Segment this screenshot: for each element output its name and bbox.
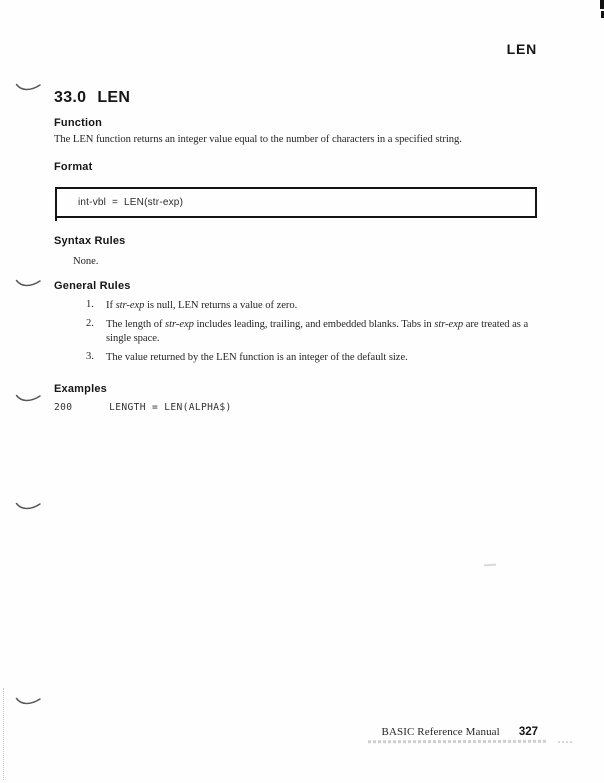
heading-syntax-rules: Syntax Rules [54, 235, 126, 247]
footer-page-number: 327 [518, 726, 538, 738]
pencil-margin-mark-icon [15, 81, 42, 94]
function-body: The LEN function returns an integer value equal to the number of characters in a specified string. [54, 134, 462, 145]
heading-general-rules: General Rules [54, 280, 131, 292]
scan-smudge-line [368, 740, 548, 743]
syntax-rules-body: None. [73, 256, 99, 267]
rule-text: The value returned by the LEN function is an integer of the default size. [106, 352, 408, 363]
rule-number: 3. [86, 351, 94, 362]
rule-text: If str-exp is null, LEN returns a value of zero. [106, 300, 298, 311]
page-footer [382, 726, 538, 738]
scan-smudge-dash [484, 564, 496, 567]
scan-edge-dots [3, 688, 4, 780]
example-code: 200 LENGTH = LEN(ALPHA$) [54, 402, 232, 413]
heading-format: Format [54, 161, 93, 173]
heading-function: Function [54, 117, 103, 129]
scan-corner-mark [600, 0, 604, 9]
pencil-margin-mark-icon [15, 500, 42, 513]
rule-number: 2. [86, 318, 94, 329]
pencil-margin-mark-icon [15, 392, 42, 405]
scan-smudge-line [558, 741, 573, 743]
rule-number: 1. [86, 299, 94, 310]
format-syntax: int-vbl = LEN(str-exp) [78, 197, 184, 208]
section-heading [54, 89, 130, 107]
pencil-margin-mark-icon [15, 695, 42, 708]
general-rule-item [86, 318, 558, 346]
pencil-margin-mark-icon [15, 277, 42, 290]
section-number: 33.0 [54, 89, 87, 106]
format-box [55, 187, 537, 218]
section-title: LEN [97, 89, 131, 106]
footer-manual-title: BASIC Reference Manual [381, 726, 500, 738]
heading-examples: Examples [54, 383, 107, 395]
general-rule-item [86, 351, 558, 365]
running-header-label: LEN [506, 41, 537, 57]
general-rule-item [86, 299, 558, 313]
rule-text: The length of str-exp includes leading, trailing, and embedded blanks. Tabs in str-exp are treated as a single space. [106, 319, 529, 344]
